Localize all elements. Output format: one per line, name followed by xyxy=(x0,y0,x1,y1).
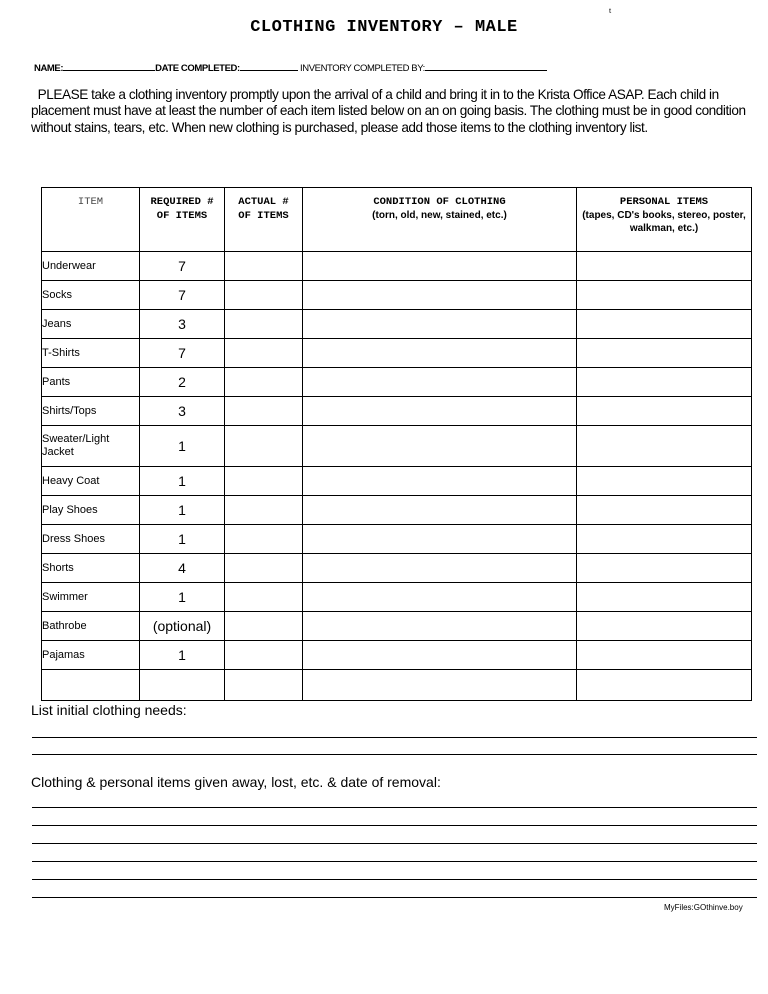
personal-items-cell[interactable] xyxy=(577,583,752,612)
personal-items-cell[interactable] xyxy=(577,467,752,496)
personal-items-cell[interactable] xyxy=(577,525,752,554)
item-name: Pants xyxy=(42,368,140,397)
footer-filename: MyFiles:GOthinve.boy xyxy=(664,903,743,912)
required-count: 3 xyxy=(140,310,225,339)
item-name: Dress Shoes xyxy=(42,525,140,554)
actual-count-cell[interactable] xyxy=(225,252,303,281)
removal-line[interactable] xyxy=(32,843,757,844)
actual-count-cell[interactable] xyxy=(225,281,303,310)
condition-cell[interactable] xyxy=(303,339,577,368)
condition-cell[interactable] xyxy=(303,496,577,525)
page-title: CLOTHING INVENTORY – MALE xyxy=(250,18,518,37)
table-row xyxy=(42,397,752,426)
item-name: Bathrobe xyxy=(42,612,140,641)
actual-count-cell[interactable] xyxy=(225,554,303,583)
removal-line[interactable] xyxy=(32,897,757,898)
date-completed-label: DATE COMPLETED: xyxy=(155,63,240,74)
condition-cell[interactable] xyxy=(303,612,577,641)
required-count: 7 xyxy=(140,281,225,310)
item-name: Shorts xyxy=(42,554,140,583)
clothing-needs-label: List initial clothing needs: xyxy=(31,702,187,718)
personal-items-cell[interactable] xyxy=(577,339,752,368)
condition-cell[interactable] xyxy=(303,426,577,467)
header-condition-sub: (torn, old, new, stained, etc.) xyxy=(372,210,507,221)
completed-by-label: INVENTORY COMPLETED BY: xyxy=(300,63,425,74)
personal-items-cell[interactable] xyxy=(577,554,752,583)
blank-item-cell[interactable] xyxy=(42,670,140,701)
personal-items-cell[interactable] xyxy=(577,426,752,467)
table-row-blank xyxy=(42,670,752,701)
item-name: Jeans xyxy=(42,310,140,339)
actual-count-cell[interactable] xyxy=(225,426,303,467)
actual-count-cell[interactable] xyxy=(225,397,303,426)
condition-cell[interactable] xyxy=(303,641,577,670)
date-completed-field[interactable] xyxy=(240,61,298,71)
personal-items-cell[interactable] xyxy=(577,397,752,426)
condition-cell[interactable] xyxy=(303,281,577,310)
required-count: 3 xyxy=(140,397,225,426)
required-count: 7 xyxy=(140,252,225,281)
table-row xyxy=(42,281,752,310)
header-condition-text: CONDITION OF CLOTHING xyxy=(373,196,506,208)
header-personal-text: PERSONAL ITEMS xyxy=(619,196,709,208)
actual-count-cell[interactable] xyxy=(225,525,303,554)
actual-count-cell[interactable] xyxy=(225,368,303,397)
table-row xyxy=(42,310,752,339)
personal-items-cell[interactable] xyxy=(577,641,752,670)
blank-required-cell[interactable] xyxy=(140,670,225,701)
required-count: 7 xyxy=(140,339,225,368)
personal-items-cell[interactable] xyxy=(577,252,752,281)
item-name: Pajamas xyxy=(42,641,140,670)
instructions-text: PLEASE take a clothing inventory promptly upon the arrival of a child and bring it in to the Krista Office ASAP. Each child in placement must have at least the number of each item listed below on an on going basis. The clothing must be in good condition without stains, tears, etc. When new clothing is purchased, please add those items to the clothing inventory list. xyxy=(31,87,746,135)
inventory-table xyxy=(41,187,752,701)
required-count: 1 xyxy=(140,467,225,496)
needs-line[interactable] xyxy=(32,754,757,755)
name-label: NAME: xyxy=(34,63,64,74)
actual-count-cell[interactable] xyxy=(225,583,303,612)
personal-items-cell[interactable] xyxy=(577,310,752,339)
header-actual xyxy=(225,188,303,252)
required-count: 1 xyxy=(140,583,225,612)
table-row xyxy=(42,641,752,670)
table-row xyxy=(42,496,752,525)
required-count: (optional) xyxy=(140,612,225,641)
removal-line[interactable] xyxy=(32,861,757,862)
item-name: Swimmer xyxy=(42,583,140,612)
completed-by-field[interactable] xyxy=(425,61,547,71)
required-count: 1 xyxy=(140,641,225,670)
item-name: Play Shoes xyxy=(42,496,140,525)
item-name: Heavy Coat xyxy=(42,467,140,496)
item-name: Socks xyxy=(42,281,140,310)
condition-cell[interactable] xyxy=(303,525,577,554)
table-row xyxy=(42,612,752,641)
actual-count-cell[interactable] xyxy=(225,670,303,701)
removal-line[interactable] xyxy=(32,879,757,880)
condition-cell[interactable] xyxy=(303,368,577,397)
personal-items-cell[interactable] xyxy=(577,496,752,525)
condition-cell[interactable] xyxy=(303,467,577,496)
item-name: Sweater/Light Jacket xyxy=(42,426,140,467)
item-name: Underwear xyxy=(42,252,140,281)
personal-items-cell[interactable] xyxy=(577,612,752,641)
removal-label: Clothing & personal items given away, lost, etc. & date of removal: xyxy=(31,774,441,790)
actual-count-cell[interactable] xyxy=(225,641,303,670)
actual-count-cell[interactable] xyxy=(225,339,303,368)
item-name: T-Shirts xyxy=(42,339,140,368)
required-count: 2 xyxy=(140,368,225,397)
instructions-paragraph xyxy=(31,87,768,136)
needs-line[interactable] xyxy=(32,737,757,738)
table-row xyxy=(42,467,752,496)
actual-count-cell[interactable] xyxy=(225,310,303,339)
header-item: ITEM xyxy=(42,188,140,252)
required-count: 1 xyxy=(140,496,225,525)
table-row xyxy=(42,554,752,583)
header-fields xyxy=(34,61,547,74)
removal-line[interactable] xyxy=(32,825,757,826)
required-count: 1 xyxy=(140,426,225,467)
personal-items-cell[interactable] xyxy=(577,368,752,397)
header-personal xyxy=(577,188,752,252)
header-required-text: REQUIRED # OF ITEMS xyxy=(150,196,214,222)
name-field[interactable] xyxy=(63,61,155,71)
corner-mark: t xyxy=(609,6,612,15)
table-header-row xyxy=(42,188,752,252)
condition-cell[interactable] xyxy=(303,397,577,426)
table-row xyxy=(42,339,752,368)
actual-count-cell[interactable] xyxy=(225,612,303,641)
removal-line[interactable] xyxy=(32,807,757,808)
header-actual-text: ACTUAL # OF ITEMS xyxy=(238,196,289,222)
required-count: 1 xyxy=(140,525,225,554)
condition-cell[interactable] xyxy=(303,310,577,339)
required-count: 4 xyxy=(140,554,225,583)
actual-count-cell[interactable] xyxy=(225,496,303,525)
item-name: Shirts/Tops xyxy=(42,397,140,426)
personal-items-cell[interactable] xyxy=(577,670,752,701)
table-row xyxy=(42,583,752,612)
header-required xyxy=(140,188,225,252)
personal-items-cell[interactable] xyxy=(577,281,752,310)
table-row xyxy=(42,252,752,281)
table-row xyxy=(42,368,752,397)
condition-cell[interactable] xyxy=(303,670,577,701)
actual-count-cell[interactable] xyxy=(225,467,303,496)
header-condition xyxy=(303,188,577,252)
table-row xyxy=(42,426,752,467)
header-personal-sub: (tapes, CD's books, stereo, poster, walkman, etc.) xyxy=(582,210,746,234)
condition-cell[interactable] xyxy=(303,583,577,612)
condition-cell[interactable] xyxy=(303,554,577,583)
condition-cell[interactable] xyxy=(303,252,577,281)
table-row xyxy=(42,525,752,554)
